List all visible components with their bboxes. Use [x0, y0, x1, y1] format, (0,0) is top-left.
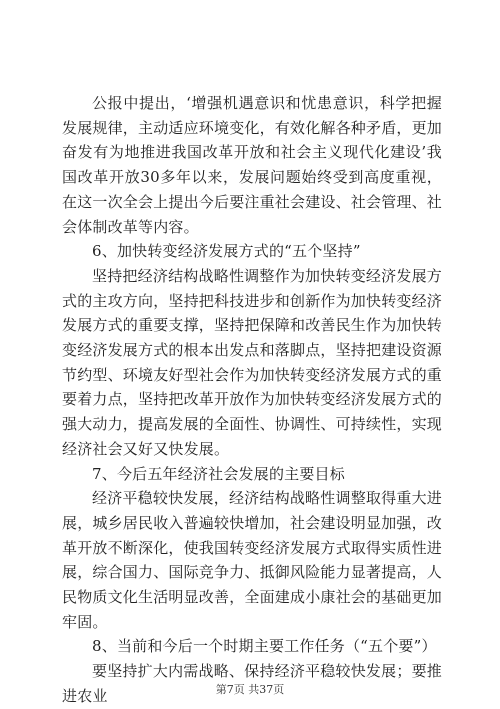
heading-five-persistences: 6、加快转变经济发展方式的“五个坚持”: [92, 242, 361, 261]
page-number-footer: 第7页 共37页: [215, 683, 285, 696]
paragraph-communique: 公报中提出，‘增强机遇意识和忧患意识，科学把握发展规律，主动适应环境变化，有效化解各种矛盾，更加奋发有为地推进我国改革开放和社会主义现代化建设’我国改革开放30多年以来，发展问题始终受到高度重视，在这一次全会上提出今后要注重社会建设、社会管理、社会体制改革等内容。: [62, 94, 443, 236]
heading-main-tasks: 8、当前和今后一个时期主要工作任务（“五个要”）: [92, 637, 437, 656]
paragraph-five-persistences: 坚持把经济结构战略性调整作为加快转变经济发展方式的主攻方向，坚持把科技进步和创新作为加快转变经济发展方式的重要支撑，坚持把保障和改善民生作为加快转变经济发展方式的根本出发点和落脚点，坚持把建设资源节约型、环境友好型社会作为加快转变经济发展方式的重要着力点，坚持把改革开放作为加快转变经济发展方式的强大动力，提高发展的全面性、协调性、可持续性，实现经济社会又好又快发展。: [62, 266, 443, 458]
paragraph-five-year-goals: 经济平稳较快发展，经济结构战略性调整取得重大进展，城乡居民收入普遍较快增加，社会建设明显加强，改革开放不断深化，使我国转变经济发展方式取得实质性进展，综合国力、国际竞争力、抵御风险能力显著提高，人民物质文化生活明显改善，全面建成小康社会的基础更加牢固。: [62, 489, 443, 631]
document-body: [62, 91, 442, 709]
heading-five-year-goals: 7、今后五年经济社会发展的主要目标: [92, 464, 345, 483]
paragraph-main-tasks: 要坚持扩大内需战略、保持经济平稳较快发展；要推进农业: [62, 662, 442, 705]
